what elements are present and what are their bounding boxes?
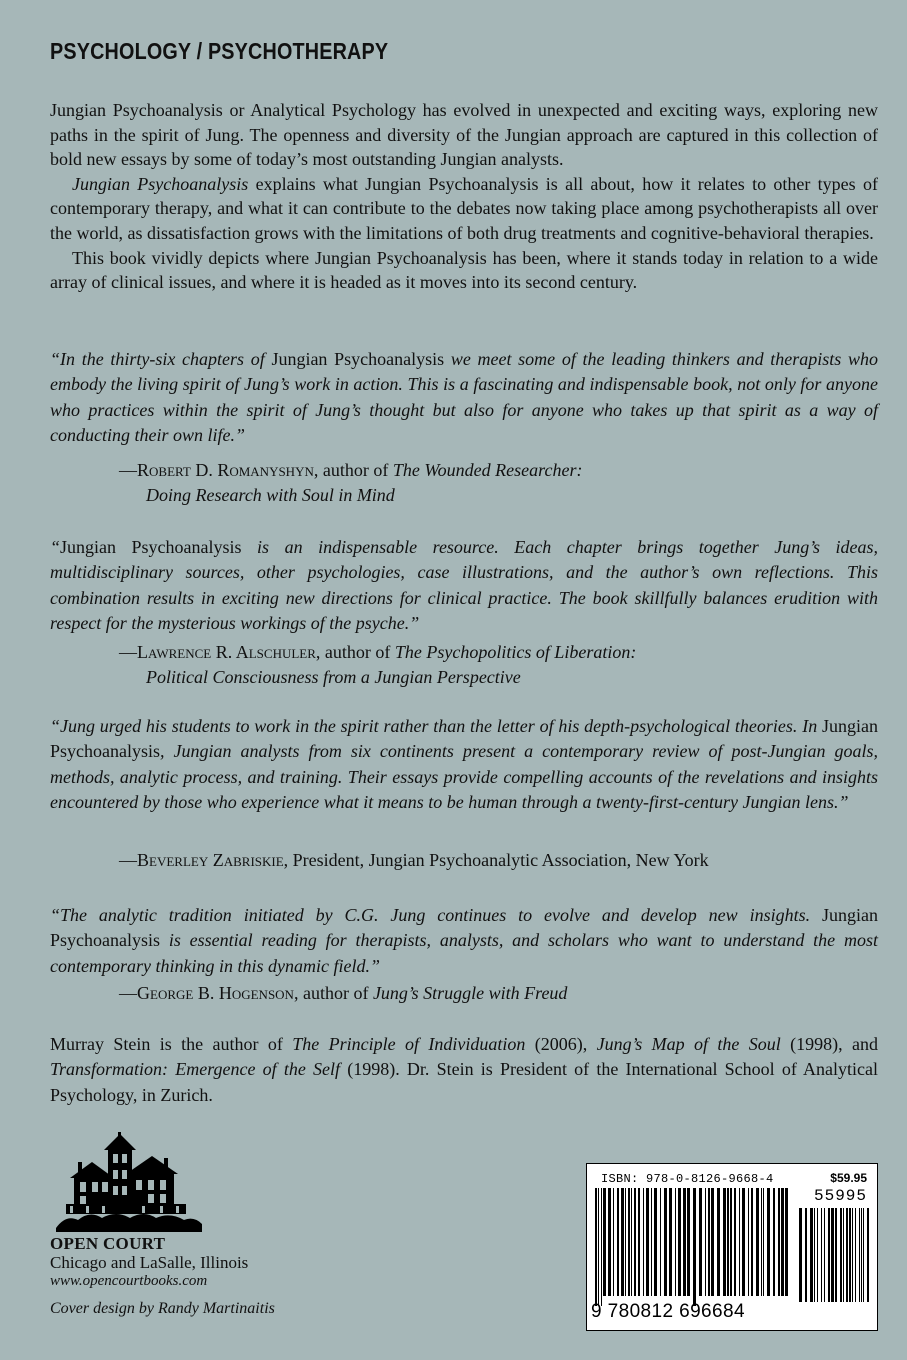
quote-text: we meet some of the leading thinkers and therapists who embody the living spirit of Jung’s work in action. This is a fascinating and indispensable book, not only for anyone who practices within the spirit of Jung’s thought but also for anyone who takes up that spirit as a way of conducting their own life.” <box>50 349 878 446</box>
barcode-digits: 9 780812 696684 <box>591 1301 745 1322</box>
quote-text: , Jungian analysts from six continents present a contemporary review of post-Jungian goals, methods, analytic process, and training. Their essays provide compelling accounts of the revelations and insights encountered by those who experience what it means to be human through a twenty-first-century Jungian lens.” <box>50 741 878 813</box>
quote-attribution <box>119 848 879 873</box>
barcode-bar <box>717 1188 720 1296</box>
bio-book-title: Transformation: Emergence of the Self <box>50 1059 341 1080</box>
publisher-name: OPEN COURT <box>50 1234 166 1253</box>
author-bio <box>50 1032 878 1108</box>
quote-text: “ <box>50 537 61 557</box>
endorsement-quote <box>50 535 878 637</box>
barcode-bar <box>742 1188 745 1296</box>
barcode-bar <box>699 1188 702 1296</box>
barcode-bar <box>603 1188 606 1296</box>
addon-barcode <box>797 1208 871 1312</box>
barcode-bar <box>723 1188 726 1296</box>
attribution-role: , President, Jungian Psychoanalytic Association, New York <box>283 850 709 870</box>
barcode-bar <box>799 1208 802 1302</box>
barcode-bar <box>595 1188 597 1306</box>
barcode-bar <box>810 1208 813 1302</box>
quote-text: “In the thirty-six chapters of <box>50 349 272 369</box>
description-paragraph-3: This book vividly depicts where Jungian Psychoanalysis has been, where it stands today in relation to a wide array of clinical issues, and where it is headed as it moves into its second century. <box>50 247 878 293</box>
quote-book-title: Jungian Psychoanalysis <box>271 349 445 369</box>
publisher-info <box>50 1234 248 1291</box>
attribution-work: The Psychopolitics of Liberation: <box>394 642 637 662</box>
barcode-bar <box>638 1188 640 1296</box>
barcode-bar <box>598 1188 599 1306</box>
barcode-bar <box>675 1188 676 1296</box>
barcode-bar <box>646 1188 649 1296</box>
barcode-bar <box>855 1208 856 1302</box>
endorsement-quote <box>50 714 878 816</box>
attribution-name: Lawrence R. Alschuler <box>137 642 316 662</box>
barcode-bar <box>625 1188 626 1296</box>
barcode-bar <box>785 1188 788 1296</box>
cover-design-credit: Cover design by Randy Martinaitis <box>50 1300 275 1317</box>
barcode-bar <box>828 1208 830 1302</box>
barcode-bar <box>664 1188 667 1296</box>
barcode-bar <box>859 1208 860 1302</box>
barcode-bar <box>687 1188 690 1296</box>
attribution-role: , author of <box>293 983 373 1003</box>
barcode-bar <box>835 1208 837 1302</box>
barcode-bar <box>821 1208 822 1302</box>
barcode-bar <box>654 1188 657 1296</box>
barcode-bar <box>840 1208 842 1302</box>
addon-code: 55995 <box>813 1187 867 1205</box>
bio-text: (2006), <box>525 1034 597 1054</box>
barcode-bar <box>739 1188 740 1296</box>
description-paragraph-1: Jungian Psychoanalysis or Analytical Psychology has evolved in unexpected and exciting ways, exploring new paths in the spirit of Jung. The openness and diversity of the Jungian approach are captured in this collection of bold new essays by some of today’s most outstanding Jungian analysts. <box>50 100 878 170</box>
barcode-bar <box>824 1208 825 1302</box>
barcode-bar <box>617 1188 619 1296</box>
publisher-location: Chicago and LaSalle, Illinois <box>50 1253 249 1272</box>
barcode-bar <box>817 1208 818 1302</box>
house-logo-icon <box>56 1132 202 1232</box>
barcode-bar <box>601 1188 602 1306</box>
isbn-label: ISBN: 978-0-8126-9668-4 <box>601 1172 774 1186</box>
barcode-bar <box>608 1188 611 1296</box>
quote-text: “Jung urged his students to work in the spirit rather than the letter of his depth-psychological theories. In <box>50 716 822 736</box>
attribution-name: Beverley Zabriskie <box>137 850 284 870</box>
quote-text: is essential reading for therapists, analysts, and scholars who want to understand the most contemporary thinking in this dynamic field.” <box>50 930 878 976</box>
price-label: $59.95 <box>830 1171 867 1185</box>
quote-text: is an indispensable resource. Each chapter brings together Jung’s ideas, multidisciplinary sources, other psychologies, case illustrations, and the author’s own reflections. This combination results in exciting new directions for clinical practice. The book skillfully balances erudition with respect for the mysterious workings of the psyche.” <box>50 537 878 634</box>
bio-text: (1998), and <box>780 1034 878 1054</box>
bio-book-title: The Principle of Individuation <box>292 1034 526 1054</box>
quote-book-title: Jungian Psychoanalysis <box>60 537 242 557</box>
barcode-bar <box>867 1208 869 1302</box>
barcode-bar <box>831 1208 834 1302</box>
attribution-work: Jung’s Struggle with Freud <box>372 983 568 1003</box>
barcode-bar <box>756 1188 759 1296</box>
attribution-work-subtitle: Doing Research with Soul in Mind <box>146 485 395 505</box>
description-paragraph-2 <box>50 172 878 246</box>
attribution-role: , author of <box>315 642 395 662</box>
barcode-bar <box>805 1208 807 1302</box>
quote-book-title: Jungian Psychoanalysis <box>50 716 878 762</box>
attribution-role: , author of <box>313 460 393 480</box>
barcode-bar <box>683 1188 686 1296</box>
barcode-bar <box>761 1188 762 1296</box>
attribution-name: Robert D. Romanyshyn <box>137 460 314 480</box>
barcode-bar <box>748 1188 749 1296</box>
barcode-bar <box>846 1208 848 1302</box>
barcode-bar <box>708 1188 710 1296</box>
attribution-dash: — <box>119 460 137 480</box>
attribution-dash: — <box>119 642 137 662</box>
book-description <box>50 98 878 295</box>
barcode-bar <box>613 1188 614 1296</box>
barcode-bar <box>843 1208 844 1302</box>
category-heading: PSYCHOLOGY / PSYCHOTHERAPY <box>50 38 389 64</box>
attribution-work: The Wounded Researcher: <box>392 460 583 480</box>
barcode-bar <box>643 1188 644 1296</box>
barcode-bar <box>631 1188 632 1296</box>
description-text: explains what Jungian Psychoanalysis is all about, how it relates to other types of contemporary therapy, and what it can contribute to the debates now taking place among psychotherapists all over the world, as dissatisfaction grows with the limitations of both drug treatments and cognitive-behavioral therapies. <box>50 173 878 243</box>
barcode-bar <box>705 1188 706 1296</box>
endorsement-quote <box>50 347 878 449</box>
barcode-bar <box>863 1208 864 1302</box>
barcode-bar <box>734 1188 736 1296</box>
attribution-dash: — <box>119 850 137 870</box>
quote-attribution <box>119 640 879 690</box>
barcode-bar <box>711 1188 714 1296</box>
endorsement-quote <box>50 903 878 979</box>
book-title: Jungian Psychoanalysis <box>72 173 249 194</box>
bio-text: (1998). Dr. Stein is President of the International School of Analytical Psychology, in Zurich. <box>50 1059 878 1105</box>
barcode-bar <box>693 1188 696 1306</box>
barcode-bar <box>621 1188 624 1296</box>
barcode-bar <box>763 1188 764 1296</box>
barcode-bar <box>669 1188 672 1296</box>
barcode-bar <box>781 1188 784 1296</box>
barcode-bar <box>660 1188 661 1296</box>
barcode-bar <box>849 1208 851 1302</box>
attribution-name: George B. Hogenson <box>137 983 294 1003</box>
quote-attribution <box>119 458 879 508</box>
publisher-url: www.opencourtbooks.com <box>50 1273 208 1289</box>
ean-barcode <box>593 1188 793 1306</box>
barcode-bar <box>814 1208 815 1302</box>
barcode-panel <box>586 1163 878 1331</box>
barcode-bar <box>727 1188 729 1296</box>
attribution-work-subtitle: Political Consciousness from a Jungian Perspective <box>146 667 521 687</box>
attribution-dash: — <box>119 983 137 1003</box>
bio-text: Murray Stein is the author of <box>50 1034 293 1054</box>
quote-book-title: Jungian Psychoanalysis <box>50 905 878 951</box>
barcode-bar <box>751 1188 753 1296</box>
barcode-bar <box>651 1188 652 1296</box>
quote-text: “The analytic tradition initiated by C.G. Jung continues to evolve and develop new insights. <box>50 905 822 925</box>
barcode-bar <box>767 1188 770 1296</box>
barcode-bar <box>852 1208 853 1302</box>
barcode-bar <box>778 1188 780 1296</box>
barcode-bar <box>730 1188 732 1296</box>
quote-attribution <box>119 981 879 1006</box>
barcode-bar <box>634 1188 636 1296</box>
bio-book-title: Jung’s Map of the Soul <box>596 1034 781 1054</box>
barcode-bar <box>628 1188 630 1296</box>
barcode-bar <box>773 1188 775 1296</box>
barcode-bar <box>861 1208 862 1302</box>
barcode-bar <box>678 1188 681 1296</box>
